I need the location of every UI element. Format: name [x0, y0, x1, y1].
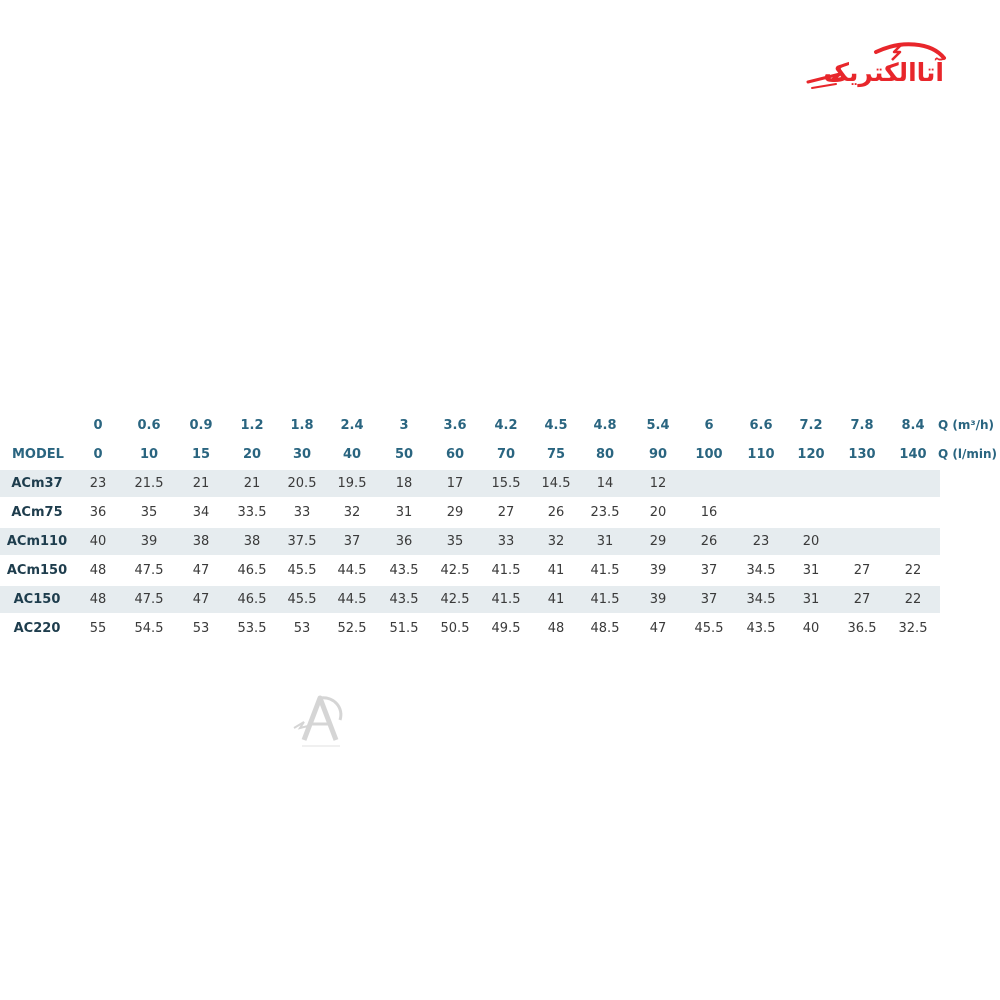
head-value: 31: [802, 563, 820, 578]
head-value: 36: [89, 505, 107, 520]
head-value: 32: [343, 505, 361, 520]
flow-lmin-value: 10: [139, 447, 159, 462]
head-value: 41.5: [590, 592, 620, 607]
head-value: 38: [192, 534, 210, 549]
head-value: 45.5: [694, 621, 724, 636]
head-value: 38: [243, 534, 261, 549]
flow-m3h-value: 6: [704, 418, 714, 433]
head-value: 54.5: [134, 621, 164, 636]
model-name: AC220: [13, 621, 61, 636]
head-value: 41.5: [491, 563, 521, 578]
flow-m3h-value: 6.6: [749, 418, 773, 433]
head-value: 33: [293, 505, 311, 520]
head-value: 39: [649, 563, 667, 578]
flow-m3h-value: 2.4: [340, 418, 364, 433]
flow-lmin-value: 30: [292, 447, 312, 462]
flow-lmin-value: 140: [899, 447, 927, 462]
head-value: 53: [192, 621, 210, 636]
head-value: 48: [547, 621, 565, 636]
flow-m3h-value: 5.4: [646, 418, 670, 433]
head-value: 22: [904, 592, 922, 607]
head-value: 12: [649, 476, 667, 491]
head-value: 22: [904, 563, 922, 578]
head-value: 48: [89, 592, 107, 607]
head-value: 33.5: [237, 505, 267, 520]
flow-m3h-value: 0: [93, 418, 103, 433]
head-value: 23: [752, 534, 770, 549]
brand-logo-text: آتاالکتریک: [823, 58, 944, 87]
head-value: 49.5: [491, 621, 521, 636]
head-value: 20: [802, 534, 820, 549]
head-value: 27: [497, 505, 515, 520]
head-value: 17: [446, 476, 464, 491]
flow-m3h-value: 4.2: [494, 418, 518, 433]
head-value: 37: [700, 592, 718, 607]
head-value: 35: [446, 534, 464, 549]
head-value: 15.5: [491, 476, 521, 491]
head-value: 16: [700, 505, 718, 520]
watermark-logo-icon: [290, 688, 350, 752]
flow-lmin-value: 130: [848, 447, 876, 462]
model-name: ACm75: [11, 505, 63, 520]
table-row: [0, 498, 1000, 527]
head-value: 41: [547, 592, 565, 607]
head-value: 14: [596, 476, 614, 491]
head-value: 21.5: [134, 476, 164, 491]
table-row: [0, 556, 1000, 585]
head-value: 52.5: [337, 621, 367, 636]
head-value: 20: [649, 505, 667, 520]
head-value: 29: [446, 505, 464, 520]
head-value: 42.5: [440, 563, 470, 578]
brand-logo: [806, 38, 948, 98]
head-value: 42.5: [440, 592, 470, 607]
table-row: [0, 585, 1000, 614]
flow-lmin-value: 120: [797, 447, 825, 462]
table-row: [0, 469, 1000, 498]
head-value: 21: [192, 476, 210, 491]
head-value: 47.5: [134, 592, 164, 607]
flow-lmin-unit: Q (l/min): [938, 447, 998, 461]
flow-m3h-value: 7.8: [850, 418, 874, 433]
head-value: 39: [649, 592, 667, 607]
head-value: 37.5: [287, 534, 317, 549]
head-value: 32.5: [898, 621, 928, 636]
head-value: 48: [89, 563, 107, 578]
head-value: 50.5: [440, 621, 470, 636]
head-value: 35: [140, 505, 158, 520]
flow-lmin-value: 90: [648, 447, 668, 462]
head-value: 44.5: [337, 592, 367, 607]
head-value: 20.5: [287, 476, 317, 491]
head-value: 36: [395, 534, 413, 549]
head-value: 19.5: [337, 476, 367, 491]
flow-lmin-value: 70: [496, 447, 516, 462]
head-value: 18: [395, 476, 413, 491]
performance-table: [0, 411, 1000, 643]
flow-lmin-value: 110: [747, 447, 775, 462]
head-value: 53.5: [237, 621, 267, 636]
table-body: [0, 469, 1000, 643]
head-value: 39: [140, 534, 158, 549]
head-value: 48.5: [590, 621, 620, 636]
head-value: 23.5: [590, 505, 620, 520]
flow-lmin-value: 80: [595, 447, 615, 462]
flow-lmin-value: 0: [93, 447, 103, 462]
flow-m3h-value: 4.5: [544, 418, 568, 433]
head-value: 47: [192, 563, 210, 578]
head-value: 47: [649, 621, 667, 636]
head-value: 21: [243, 476, 261, 491]
head-value: 32: [547, 534, 565, 549]
head-value: 40: [802, 621, 820, 636]
flow-lmin-value: 40: [342, 447, 362, 462]
model-name: ACm37: [11, 476, 63, 491]
head-value: 34.5: [746, 592, 776, 607]
head-value: 46.5: [237, 563, 267, 578]
flow-lmin-value: 100: [695, 447, 723, 462]
head-value: 34.5: [746, 563, 776, 578]
head-value: 47.5: [134, 563, 164, 578]
head-value: 26: [547, 505, 565, 520]
head-value: 47: [192, 592, 210, 607]
head-value: 33: [497, 534, 515, 549]
head-value: 55: [89, 621, 107, 636]
head-value: 36.5: [847, 621, 877, 636]
flow-m3h-value: 3: [399, 418, 409, 433]
flow-lmin-value: 60: [445, 447, 465, 462]
flow-m3h-value: 0.6: [137, 418, 161, 433]
flow-lmin-value: 50: [394, 447, 414, 462]
flow-m3h-value: 8.4: [901, 418, 925, 433]
head-value: 43.5: [746, 621, 776, 636]
head-value: 27: [853, 563, 871, 578]
head-value: 53: [293, 621, 311, 636]
head-value: 40: [89, 534, 107, 549]
head-value: 41.5: [590, 563, 620, 578]
model-name: ACm110: [6, 534, 68, 549]
head-value: 43.5: [389, 592, 419, 607]
head-value: 46.5: [237, 592, 267, 607]
head-value: 26: [700, 534, 718, 549]
flow-m3h-header-row: [0, 411, 1000, 440]
head-value: 37: [343, 534, 361, 549]
head-value: 31: [802, 592, 820, 607]
head-value: 29: [649, 534, 667, 549]
head-value: 51.5: [389, 621, 419, 636]
head-value: 23: [89, 476, 107, 491]
head-value: 37: [700, 563, 718, 578]
flow-lmin-value: 20: [242, 447, 262, 462]
head-value: 44.5: [337, 563, 367, 578]
head-value: 41.5: [491, 592, 521, 607]
flow-m3h-value: 3.6: [443, 418, 467, 433]
flow-m3h-value: 7.2: [799, 418, 823, 433]
head-value: 45.5: [287, 563, 317, 578]
head-value: 34: [192, 505, 210, 520]
head-value: 31: [395, 505, 413, 520]
head-value: 43.5: [389, 563, 419, 578]
head-value: 45.5: [287, 592, 317, 607]
table-row: [0, 527, 1000, 556]
flow-m3h-value: 1.8: [290, 418, 314, 433]
head-value: 27: [853, 592, 871, 607]
model-name: AC150: [13, 592, 61, 607]
model-column-header: MODEL: [12, 447, 64, 462]
flow-lmin-value: 75: [546, 447, 566, 462]
head-value: 31: [596, 534, 614, 549]
flow-lmin-header-row: [0, 440, 1000, 469]
flow-m3h-value: 0.9: [189, 418, 213, 433]
head-value: 14.5: [541, 476, 571, 491]
head-value: 41: [547, 563, 565, 578]
table-row: [0, 614, 1000, 643]
flow-lmin-value: 15: [191, 447, 211, 462]
flow-m3h-value: 4.8: [593, 418, 617, 433]
flow-m3h-value: 1.2: [240, 418, 264, 433]
flow-m3h-unit: Q (m³/h): [938, 418, 995, 432]
model-name: ACm150: [6, 563, 68, 578]
